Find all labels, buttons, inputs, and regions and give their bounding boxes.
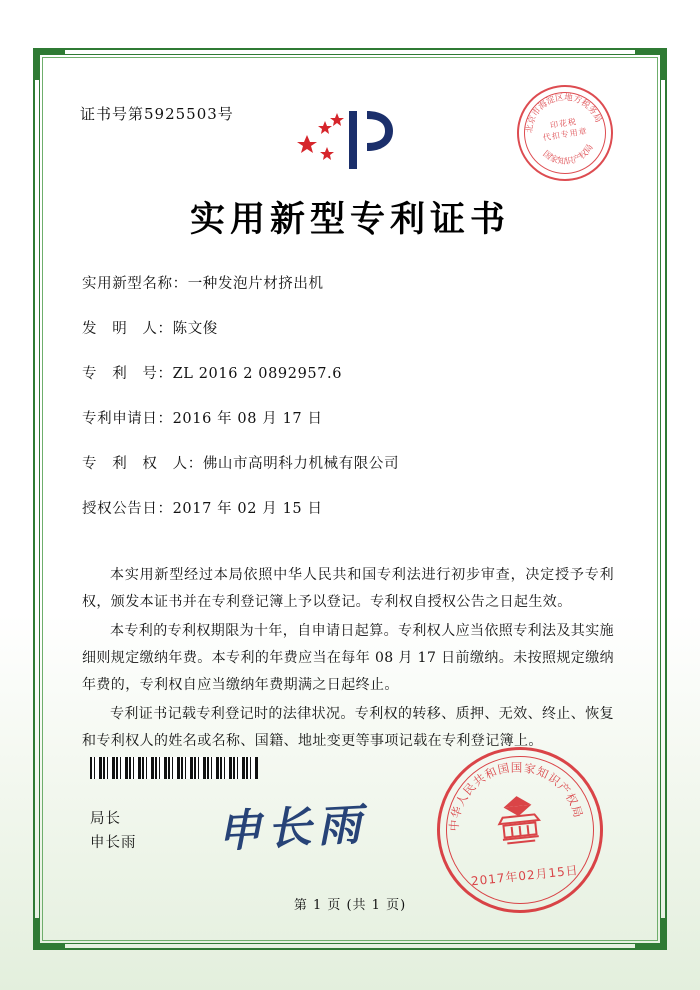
signer-name: 申长雨 [90, 835, 137, 851]
field-value: 佛山市高明科力机械有限公司 [202, 456, 400, 472]
paragraph-2: 本专利的专利权期限为十年，自申请日起算。专利权人应当依照专利法及其实施细则规定缴纳年费。本专利的年费应当在每年 08 月 17 日前缴纳。未按照规定缴纳年费的，专利权自应当缴纳年费期满之日起终止。 [82, 623, 614, 693]
field-label: 授权公告日： [82, 501, 173, 517]
tax-stamp-top-text: 北京市海淀区地方税务局 [524, 92, 604, 134]
field-row-grant-date [82, 497, 618, 518]
certificate-content [42, 57, 658, 941]
field-value: ZL 2016 2 0892957.6 [172, 366, 343, 382]
field-value: 2016 年 08 月 17 日 [172, 411, 323, 427]
tax-stamp-bottom-text: 国家知识产权局 [540, 142, 596, 168]
field-row-name [82, 272, 618, 293]
field-label: 专 利 号： [82, 366, 173, 382]
field-label: 专利申请日： [82, 411, 173, 427]
tax-stamp-center-line2: 代扣专用章 [542, 126, 589, 143]
field-row-application-date [82, 407, 618, 428]
field-label: 专 利 权 人： [82, 456, 203, 472]
seal-date: 2017年02月15日 [470, 863, 580, 889]
seal-star-icon [503, 795, 532, 808]
tiananmen-emblem-icon [492, 805, 548, 850]
body-paragraphs [82, 562, 614, 757]
certificate-number: 证书号第5925503号 [80, 105, 234, 123]
page-title: 实用新型专利证书 [189, 199, 510, 240]
field-label: 实用新型名称： [82, 276, 188, 292]
page-footer: 第 1 页 (共 1 页) [293, 898, 407, 913]
cnipa-logo-icon [297, 107, 407, 179]
field-row-patent-number [82, 362, 618, 383]
barcode-image [90, 757, 258, 779]
handwritten-signature: 申长雨 [216, 799, 369, 858]
paragraph-1: 本实用新型经过本局依照中华人民共和国专利法进行初步审查，决定授予专利权，颁发本证书并在专利登记簿上予以登记。专利权自授权公告之日起生效。 [82, 567, 614, 610]
official-seal-top-text: 中华人民共和国国家知识产权局 [446, 760, 586, 832]
paragraph-3: 专利证书记载专利登记时的法律状况。专利权的转移、质押、无效、终止、恢复和专利权人的姓名或名称、国籍、地址变更等事项记载在专利登记簿上。 [82, 706, 614, 749]
field-value: 陈文俊 [172, 321, 218, 337]
field-row-inventor [82, 317, 618, 338]
tax-stamp-center-line1: 印花税 [549, 117, 578, 131]
field-value: 一种发泡片材挤出机 [187, 276, 324, 292]
svg-text:国家知识产权局 [540, 142, 598, 171]
field-list [82, 272, 618, 542]
field-label: 发 明 人： [82, 321, 173, 337]
signer-title: 局长 [90, 811, 121, 827]
field-value: 2017 年 02 月 15 日 [172, 501, 323, 517]
tax-stamp-seal [510, 78, 620, 188]
signer-block [90, 807, 137, 855]
field-row-patentee [82, 452, 618, 473]
